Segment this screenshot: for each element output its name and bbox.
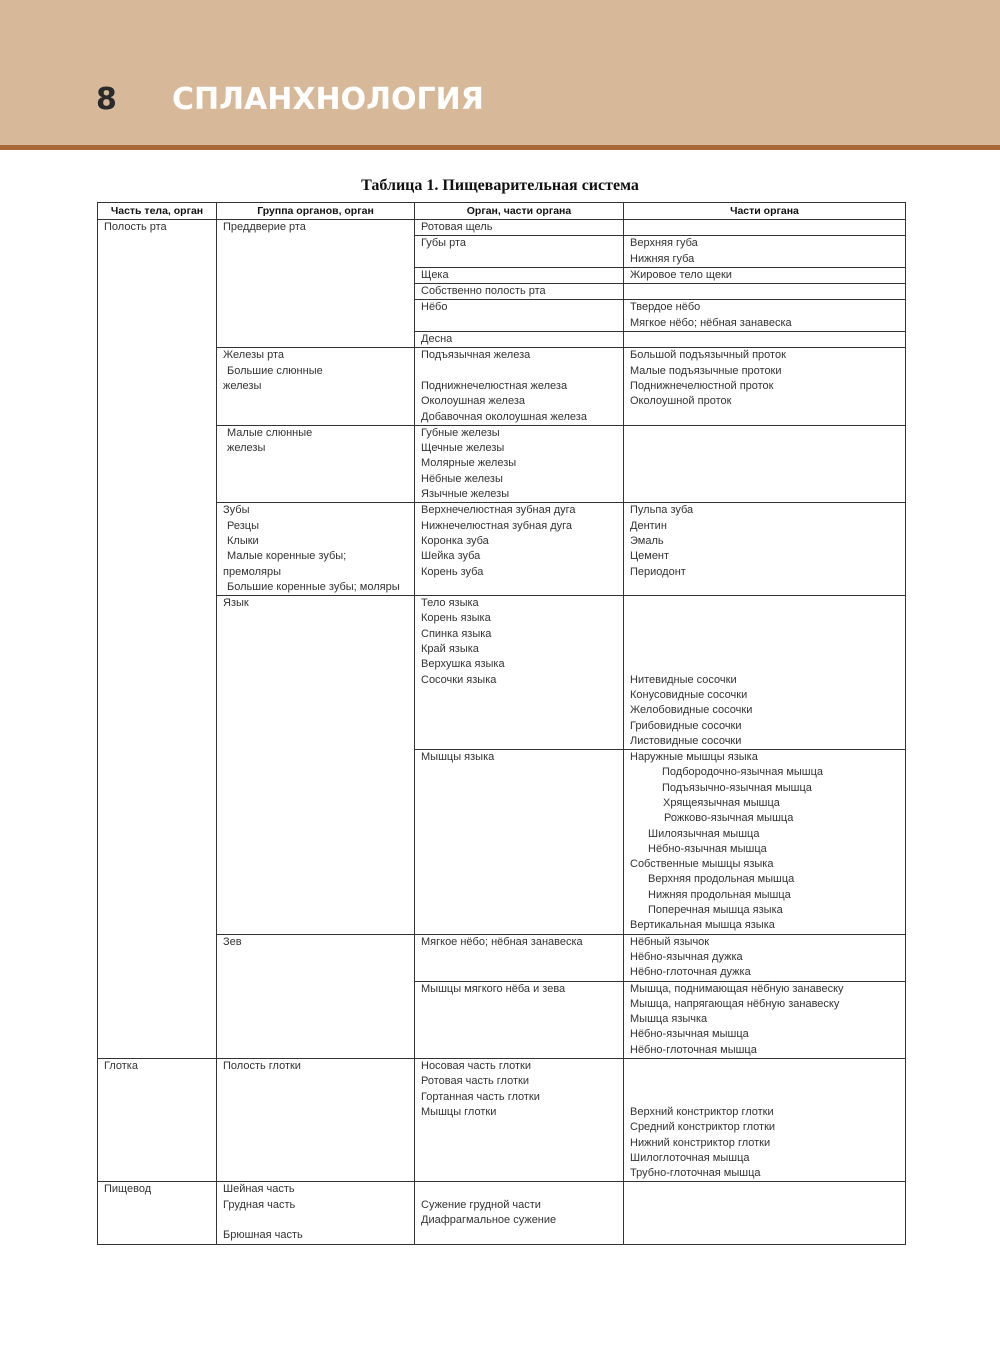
parts-line: Грибовидные сосочки	[630, 719, 742, 732]
organ-line: Мышцы глотки	[421, 1105, 497, 1118]
parts-line: Подъязычно-язычная мышца	[662, 781, 812, 794]
organ-line: Край языка	[421, 643, 479, 656]
group-cell	[217, 348, 415, 425]
parts-line: Эмаль	[630, 534, 664, 547]
parts-line: Нёбно-язычная мышца	[648, 842, 767, 855]
parts-line: Собственные мышцы языка	[630, 858, 774, 871]
organ-line: Десна	[421, 333, 453, 346]
parts-line: Нёбно-глоточная мышца	[630, 1043, 757, 1056]
organ-line: Носовая часть глотки	[421, 1060, 532, 1073]
parts-cell	[624, 348, 906, 425]
organ-cell	[415, 425, 624, 502]
group-line: Большие слюнные	[227, 364, 323, 377]
group-line: Язык	[223, 597, 249, 610]
chapter-title: СПЛАНХНОЛОГИЯ	[172, 82, 484, 117]
parts-line: Малые подъязычные протоки	[630, 364, 782, 377]
parts-line: Жировое тело щеки	[630, 268, 732, 281]
parts-cell	[624, 220, 906, 236]
organ-line: Нижнечелюстная зубная дуга	[421, 519, 573, 532]
organ-line: Собственно полость рта	[421, 285, 546, 298]
parts-line: Подбородочно-язычная мышца	[662, 766, 824, 779]
organ-line: Мышцы языка	[421, 751, 495, 764]
section-cell	[98, 1059, 217, 1182]
parts-line: Твердое нёбо	[630, 301, 701, 314]
organ-line: Верхушка языка	[421, 658, 505, 671]
group-line: Преддверие рта	[223, 221, 306, 233]
column-header-organ-parts: Части органа	[624, 203, 906, 220]
group-line: Шейная часть	[223, 1183, 295, 1196]
organ-line: Добавочная околоушная железа	[421, 410, 587, 423]
parts-line: Листовидные сосочки	[630, 734, 742, 747]
organ-line: Околоушная железа	[421, 395, 526, 408]
parts-cell	[624, 236, 906, 268]
group-line	[223, 1213, 408, 1228]
parts-line	[630, 284, 899, 299]
parts-line: Нёбно-глоточная дужка	[630, 966, 751, 979]
parts-line: Нижняя продольная мышца	[648, 888, 791, 901]
organ-line: Поднижнечелюстная железа	[421, 379, 568, 392]
parts-cell	[624, 267, 906, 283]
group-cell	[217, 934, 415, 1058]
parts-line: Большой подъязычный проток	[630, 349, 786, 362]
group-line: Малые коренные зубы;	[227, 550, 347, 563]
column-header-organ-group: Группа органов, орган	[217, 203, 415, 220]
parts-line: Наружные мышцы языка	[630, 751, 758, 764]
parts-line: Шилоглоточная мышца	[630, 1151, 750, 1164]
table-row	[98, 1059, 906, 1182]
parts-line	[630, 332, 899, 347]
table-row	[98, 503, 906, 596]
parts-cell	[624, 332, 906, 348]
parts-line: Периодонт	[630, 565, 686, 578]
organ-line: Коронка зуба	[421, 534, 489, 547]
organ-cell	[415, 236, 624, 268]
parts-line: Конусовидные сосочки	[630, 688, 748, 701]
group-line: Грудная часть	[223, 1198, 296, 1211]
parts-line: Мышца, поднимающая нёбную занавеску	[630, 982, 844, 995]
parts-line: Трубно-глоточная мышца	[630, 1167, 761, 1180]
parts-line	[630, 611, 899, 626]
organ-cell	[415, 934, 624, 981]
parts-cell	[624, 934, 906, 981]
table-row	[98, 348, 906, 425]
group-line: Большие коренные зубы; моляры	[227, 580, 400, 593]
group-line: железы	[223, 379, 262, 392]
parts-line: Рожково-язычная мышца	[664, 812, 794, 825]
organ-cell	[415, 981, 624, 1058]
parts-cell	[624, 425, 906, 502]
group-cell	[217, 1059, 415, 1182]
group-cell	[217, 503, 415, 596]
section-label: Пищевод	[104, 1183, 152, 1196]
organ-cell	[415, 300, 624, 332]
organ-line: Молярные железы	[421, 457, 517, 470]
organ-line: Щека	[421, 268, 449, 281]
organ-line	[421, 1182, 617, 1197]
parts-line: Мышца язычка	[630, 1013, 708, 1026]
organ-line: Шейка зуба	[421, 550, 481, 563]
parts-cell	[624, 1182, 906, 1244]
parts-cell	[624, 750, 906, 935]
parts-line	[630, 1059, 899, 1074]
organ-line: Верхнечелюстная зубная дуга	[421, 504, 576, 517]
section-label: Полость рта	[104, 221, 167, 233]
organ-line: Диафрагмальное сужение	[421, 1214, 557, 1226]
table-title: Таблица 1. Пищеварительная система	[361, 177, 639, 194]
parts-line: Нижняя губа	[630, 252, 695, 265]
organ-line: Гортанная часть глотки	[421, 1090, 540, 1103]
parts-line	[630, 220, 899, 235]
parts-line: Мышца, напрягающая нёбную занавеску	[630, 997, 840, 1010]
organ-cell	[415, 220, 624, 236]
parts-line: Цемент	[630, 550, 670, 563]
parts-cell	[624, 1059, 906, 1182]
parts-line: Нитевидные сосочки	[630, 673, 737, 686]
group-cell	[217, 425, 415, 502]
organ-line: Корень зуба	[421, 565, 484, 578]
parts-line: Нёбно-язычная дужка	[630, 950, 743, 963]
parts-line: Дентин	[630, 519, 667, 532]
page-header	[0, 0, 1000, 150]
parts-line	[630, 596, 899, 611]
parts-line: Вертикальная мышца языка	[630, 919, 775, 932]
parts-line: Верхняя губа	[630, 237, 698, 250]
organ-line: Тело языка	[421, 597, 479, 610]
group-line: железы	[227, 442, 266, 455]
section-label: Глотка	[104, 1060, 138, 1073]
section-cell	[98, 1182, 217, 1244]
parts-cell	[624, 503, 906, 596]
organ-line: Ротовая часть глотки	[421, 1075, 529, 1088]
organ-line: Язычные железы	[421, 488, 510, 501]
organ-cell	[415, 1182, 624, 1244]
parts-line: Околоушной проток	[630, 395, 732, 408]
organ-line: Мягкое нёбо; нёбная занавеска	[421, 935, 583, 948]
parts-line: Нижний констриктор глотки	[630, 1136, 771, 1149]
organ-line: Мышцы мягкого нёба и зева	[421, 982, 566, 995]
table-header-row	[98, 203, 906, 220]
organ-cell	[415, 596, 624, 750]
group-cell	[217, 1182, 415, 1244]
organ-cell	[415, 1059, 624, 1182]
organ-cell	[415, 332, 624, 348]
parts-line: Верхняя продольная мышца	[648, 873, 795, 886]
parts-line: Пульпа зуба	[630, 504, 694, 517]
organ-cell	[415, 267, 624, 283]
organ-line: Нёбные железы	[421, 472, 503, 485]
organ-cell	[415, 284, 624, 300]
group-line: Зубы	[223, 504, 250, 517]
parts-line	[630, 627, 899, 642]
organ-line: Корень языка	[421, 612, 491, 625]
section-cell	[98, 220, 217, 1059]
table-row	[98, 596, 906, 750]
parts-line: Нёбный язычок	[630, 935, 710, 948]
parts-line	[630, 657, 899, 672]
organ-line: Губы рта	[421, 237, 467, 250]
organ-line	[421, 364, 617, 379]
group-line: Малые слюнные	[227, 426, 313, 439]
parts-line: Поднижнечелюстной проток	[630, 379, 774, 392]
digestive-system-table	[97, 202, 906, 1245]
organ-line: Ротовая щель	[421, 221, 493, 233]
parts-line: Желобовидные сосочки	[630, 704, 753, 717]
parts-cell	[624, 300, 906, 332]
organ-cell	[415, 503, 624, 596]
organ-line: Сужение грудной части	[421, 1198, 541, 1211]
parts-line: Нёбно-язычная мышца	[630, 1028, 749, 1041]
group-line: Брюшная часть	[223, 1229, 303, 1242]
table-row	[98, 425, 906, 502]
parts-line	[630, 1090, 899, 1105]
parts-cell	[624, 981, 906, 1058]
table-row	[98, 1182, 906, 1244]
page-number: 8	[96, 82, 117, 117]
parts-line: Верхний констриктор глотки	[630, 1105, 774, 1118]
parts-cell	[624, 284, 906, 300]
group-line: Зев	[223, 935, 242, 948]
group-cell	[217, 596, 415, 935]
organ-line: Спинка языка	[421, 627, 492, 640]
organ-line: Губные железы	[421, 426, 500, 439]
organ-cell	[415, 750, 624, 935]
parts-line: Хрящеязычная мышца	[663, 796, 780, 809]
group-cell	[217, 220, 415, 348]
parts-line: Поперечная мышца языка	[648, 904, 783, 917]
parts-line	[630, 1074, 899, 1089]
organ-cell	[415, 348, 624, 425]
organ-line: Подъязычная железа	[421, 349, 531, 362]
parts-line: Шилоязычная мышца	[648, 827, 760, 840]
parts-line	[630, 642, 899, 657]
parts-line: Средний констриктор глотки	[630, 1121, 776, 1134]
parts-cell	[624, 596, 906, 750]
group-line: Железы рта	[223, 349, 284, 362]
column-header-body-part: Часть тела, орган	[98, 203, 217, 220]
organ-line: Сосочки языка	[421, 673, 497, 686]
organ-line: Нёбо	[421, 301, 448, 314]
organ-line: Щечные железы	[421, 442, 505, 455]
group-line: Полость глотки	[223, 1060, 301, 1073]
parts-line	[630, 426, 899, 441]
table-row	[98, 220, 906, 236]
column-header-organ: Орган, части органа	[415, 203, 624, 220]
group-line: Клыки	[227, 534, 259, 547]
table-row	[98, 934, 906, 981]
parts-line	[630, 1182, 899, 1197]
group-line: Резцы	[227, 519, 259, 532]
parts-line: Мягкое нёбо; нёбная занавеска	[630, 316, 792, 329]
group-line: премоляры	[223, 565, 282, 578]
